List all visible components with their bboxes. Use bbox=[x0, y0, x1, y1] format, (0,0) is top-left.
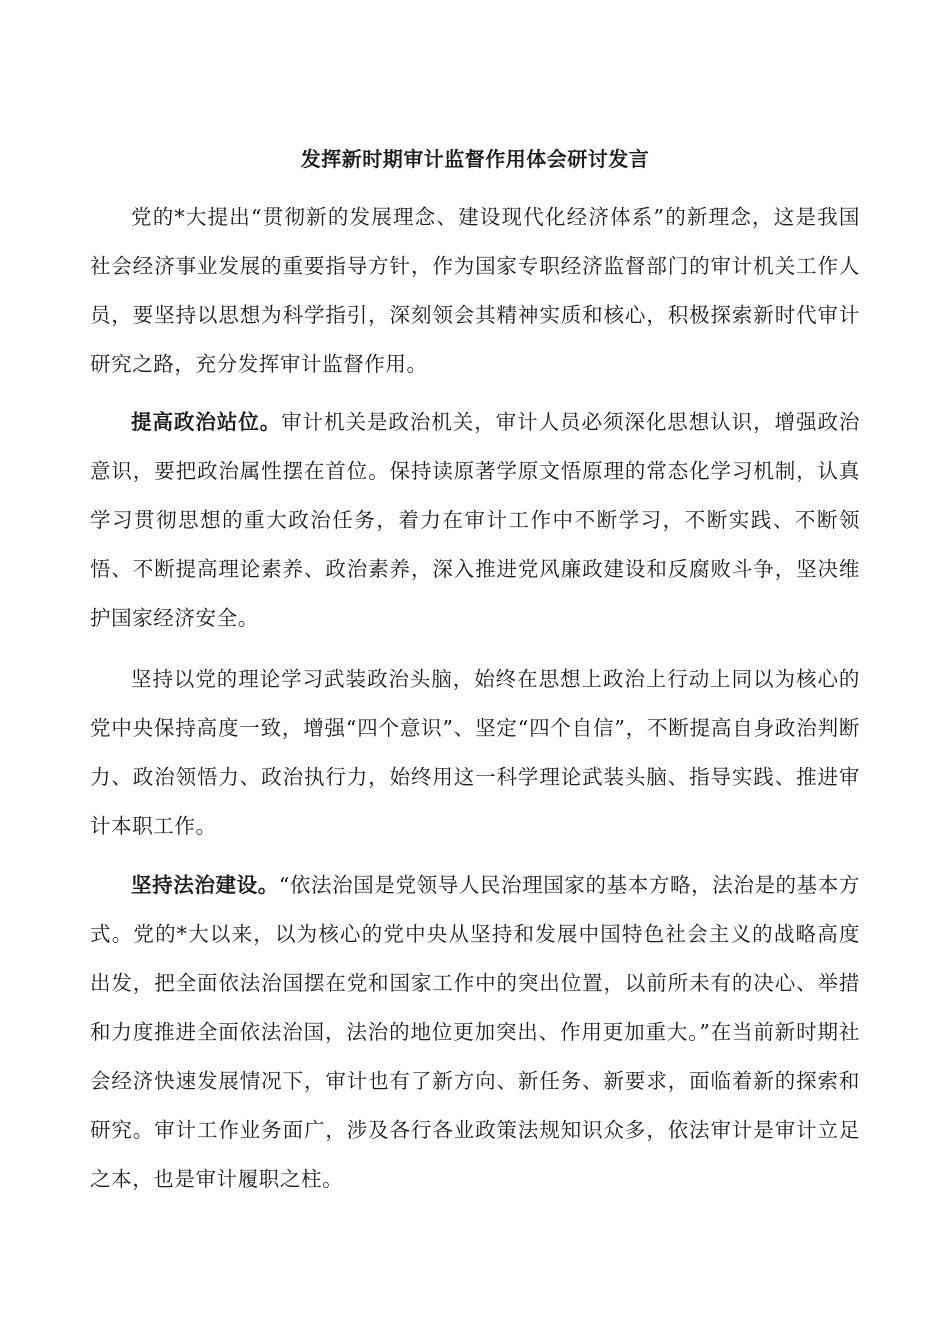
paragraph-text: “依法治国是党领导人民治理国家的基本方略，法治是的基本方式。党的*大以来，以为核心的党中央从坚持和发展中国特色社会主义的战略高度出发，把全面依法治国摆在党和国家工作中的突出位置，以前所未有的决心、举措和力度推进全面依法治国，法治的地位更加突出、作用更加重大。”在当前新时期社会经济快速发展情况下，审计也有了新方向、新任务、新要求，面临着新的探索和研究。审计工作业务面广，涉及各行各业政策法规知识众多，依法审计是审计立足之本，也是审计履职之柱。 bbox=[90, 873, 861, 1191]
paragraph-rule-of-law bbox=[90, 861, 860, 1204]
paragraph-text: 坚持以党的理论学习武装政治头脑，始终在思想上政治上行动上同以为核心的党中央保持高度一致，增强“四个意识”、坚定“四个自信”，不断提高自身政治判断力、政治领悟力、政治执行力，始终用这一科学理论武装头脑、指导实践、推进审计本职工作。 bbox=[90, 667, 860, 838]
paragraph-text: 审计机关是政治机关，审计人员必须深化思想认识，增强政治意识，要把政治属性摆在首位。保持读原著学原文悟原理的常态化学习机制，认真学习贯彻思想的重大政治任务，着力在审计工作中不断学习，不断实践、不断领悟、不断提高理论素养、政治素养，深入推进党风廉政建设和反腐败斗争，坚决维护国家经济安全。 bbox=[90, 410, 861, 630]
paragraph-lead-heading: 提高政治站位。 bbox=[131, 410, 282, 434]
paragraph-lead-heading: 坚持法治建设。 bbox=[131, 873, 279, 897]
page-title: 发挥新时期审计监督作用体会研讨发言 bbox=[300, 147, 650, 171]
paragraph-political-stance bbox=[90, 398, 860, 643]
paragraph-text: 党的*大提出“贯彻新的发展理念、建设现代化经济体系”的新理念，这是我国社会经济事业发展的重要指导方针，作为国家专职经济监督部门的审计机关工作人员，要坚持以思想为科学指引，深刻领会其精神实质和核心，积极探索新时代审计研究之路，充分发挥审计监督作用。 bbox=[90, 205, 860, 376]
paragraph-intro bbox=[90, 193, 860, 389]
paragraph-theory-study bbox=[90, 655, 860, 851]
